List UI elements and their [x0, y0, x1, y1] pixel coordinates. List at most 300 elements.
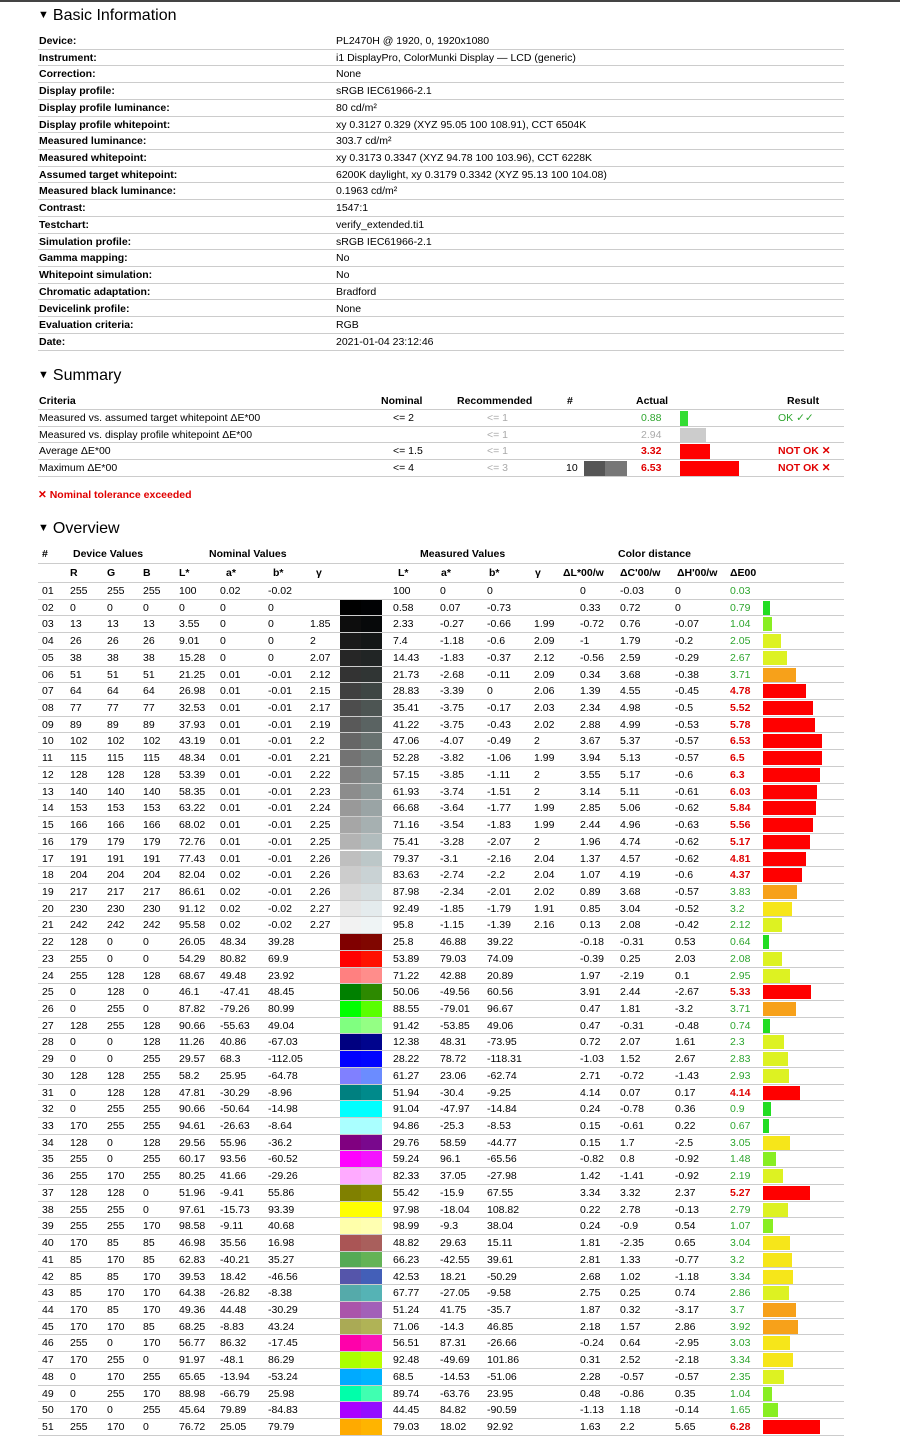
overview-cell: 204 — [107, 869, 125, 882]
overview-cell: 2.03 — [534, 702, 555, 715]
overview-cell: 55.86 — [268, 1186, 295, 1199]
overview-cell: -2.19 — [620, 969, 644, 982]
overview-cell: -2.07 — [487, 835, 511, 848]
overview-subheader: ΔC'00/w — [620, 567, 661, 579]
overview-cell: 2.19 — [310, 718, 331, 731]
overview-cell: 60.56 — [487, 986, 514, 999]
overview-cell: -0.31 — [620, 1019, 644, 1032]
overview-cell: 170 — [107, 1320, 125, 1333]
measured-swatch — [361, 733, 382, 749]
overview-row — [38, 1335, 844, 1352]
overview-cell: 3.2 — [730, 902, 745, 915]
overview-cell: 19 — [42, 885, 54, 898]
overview-cell: 2.06 — [534, 685, 555, 698]
overview-row — [38, 917, 844, 934]
overview-cell: -50.29 — [487, 1270, 517, 1283]
delta-e-bar — [763, 1253, 792, 1267]
overview-cell: -1.43 — [675, 1069, 699, 1082]
overview-cell: 3.55 — [580, 768, 601, 781]
overview-cell: 67.77 — [393, 1287, 420, 1300]
basic-info-row — [38, 334, 844, 351]
overview-cell: 43.24 — [268, 1320, 295, 1333]
delta-e-bar — [763, 1303, 796, 1317]
overview-cell: 49 — [42, 1387, 54, 1400]
overview-cell: 1.97 — [580, 969, 601, 982]
overview-row — [38, 1352, 844, 1369]
overview-cell: 2.23 — [310, 785, 331, 798]
overview-cell: 170 — [143, 1337, 161, 1350]
overview-subheader: L* — [398, 567, 409, 579]
measured-swatch — [361, 1018, 382, 1034]
measured-swatch — [361, 583, 382, 599]
overview-cell: -0.62 — [675, 852, 699, 865]
overview-cell: 2.12 — [534, 651, 555, 664]
overview-cell: 4.96 — [620, 819, 641, 832]
overview-cell: -1.77 — [487, 802, 511, 815]
overview-cell: -3.75 — [440, 702, 464, 715]
overview-cell: 93.39 — [268, 1203, 295, 1216]
overview-cell: 255 — [107, 1354, 125, 1367]
overview-cell: 92.49 — [393, 902, 420, 915]
nominal-swatch — [340, 616, 361, 632]
delta-e-bar — [763, 1320, 798, 1334]
overview-cell: 2 — [534, 768, 540, 781]
overview-cell: 35.56 — [220, 1237, 247, 1250]
overview-cell: 5.78 — [730, 718, 751, 731]
overview-cell: 1.99 — [534, 802, 555, 815]
overview-cell: -0.5 — [675, 702, 694, 715]
overview-cell: 25.95 — [220, 1069, 247, 1082]
overview-cell: 89 — [70, 718, 82, 731]
overview-cell: 0 — [179, 601, 185, 614]
overview-cell: -0.01 — [268, 802, 292, 815]
overview-cell: 3.34 — [580, 1186, 601, 1199]
overview-cell: 0 — [220, 601, 226, 614]
summary-actual: 2.94 — [641, 428, 662, 441]
delta-e-bar — [763, 1353, 793, 1367]
nominal-swatch — [340, 700, 361, 716]
overview-cell: 52.28 — [393, 752, 420, 765]
delta-e-bar — [763, 668, 796, 682]
basic-info-row — [38, 66, 844, 83]
overview-row — [38, 1034, 844, 1051]
overview-cell: 79.89 — [220, 1404, 247, 1417]
delta-e-bar — [763, 701, 813, 715]
overview-cell: -2.67 — [675, 986, 699, 999]
overview-cell: -49.69 — [440, 1354, 470, 1367]
basic-info-value: verify_extended.ti1 — [336, 218, 425, 231]
overview-cell: 0.13 — [580, 919, 601, 932]
overview-cell: 0.17 — [675, 1086, 696, 1099]
overview-cell: 2.28 — [580, 1370, 601, 1383]
overview-cell: 255 — [70, 1337, 88, 1350]
overview-cell: 170 — [143, 1387, 161, 1400]
overview-cell: 0.76 — [620, 618, 641, 631]
nominal-swatch — [340, 834, 361, 850]
overview-cell: 255 — [70, 969, 88, 982]
nominal-swatch — [340, 1252, 361, 1268]
summary-actual-bar — [680, 444, 710, 459]
overview-cell: 0 — [268, 618, 274, 631]
overview-cell: 38 — [107, 651, 119, 664]
measured-swatch — [361, 1235, 382, 1251]
overview-cell: 88.55 — [393, 1003, 420, 1015]
overview-cell: 51 — [143, 668, 155, 681]
group-index: # — [42, 548, 48, 560]
overview-cell: 38 — [42, 1203, 54, 1216]
basic-info-row — [38, 50, 844, 67]
measured-swatch — [361, 633, 382, 649]
overview-cell: 3.32 — [620, 1186, 641, 1199]
delta-e-bar — [763, 918, 782, 932]
overview-cell: 78.72 — [440, 1053, 467, 1066]
measured-swatch — [361, 600, 382, 616]
overview-cell: 3.04 — [730, 1237, 751, 1250]
overview-cell: 0.01 — [220, 835, 241, 848]
overview-cell: 0 — [143, 936, 149, 949]
overview-subheader: b* — [489, 567, 500, 579]
basic-info-value: sRGB IEC61966-2.1 — [336, 235, 432, 248]
overview-cell: 90.66 — [179, 1019, 206, 1032]
overview-cell: -60.52 — [268, 1153, 298, 1166]
overview-cell: 48.31 — [440, 1036, 467, 1049]
nominal-swatch — [340, 1302, 361, 1318]
overview-cell: 87.31 — [440, 1337, 467, 1350]
overview-cell: -0.38 — [675, 668, 699, 681]
overview-cell: 2.24 — [310, 802, 331, 815]
overview-cell: -51.06 — [487, 1370, 517, 1383]
measured-swatch — [361, 767, 382, 783]
overview-cell: 0 — [107, 1036, 113, 1049]
overview-cell: 1.99 — [534, 618, 555, 631]
overview-cell: 0 — [268, 601, 274, 614]
overview-cell: 3.04 — [620, 902, 641, 915]
measured-swatch — [361, 984, 382, 1000]
overview-cell: 4.99 — [620, 718, 641, 731]
overview-cell: 255 — [107, 1387, 125, 1400]
overview-cell: 89 — [143, 718, 155, 731]
nominal-swatch — [340, 901, 361, 917]
overview-cell: 6.3 — [730, 768, 745, 781]
overview-cell: 41.66 — [220, 1170, 247, 1183]
overview-cell: 48 — [42, 1370, 54, 1383]
overview-cell: 140 — [107, 785, 125, 798]
delta-e-bar — [763, 885, 797, 899]
overview-cell: 85 — [143, 1320, 155, 1333]
overview-row — [38, 683, 844, 700]
measured-swatch — [361, 1302, 382, 1318]
overview-cell: 10 — [42, 735, 54, 748]
overview-cell: -15.73 — [220, 1203, 250, 1216]
summary-actual: 3.32 — [641, 445, 662, 458]
overview-cell: 20 — [42, 902, 54, 915]
overview-cell: 0.02 — [220, 885, 241, 898]
overview-cell: 5.06 — [620, 802, 641, 815]
nominal-swatch — [340, 1085, 361, 1101]
overview-cell: 1.99 — [534, 752, 555, 765]
overview-cell: 0.01 — [220, 702, 241, 715]
overview-cell: 2.17 — [310, 702, 331, 715]
overview-subheader: γ — [316, 567, 322, 579]
overview-row — [38, 700, 844, 717]
overview-cell: 2.27 — [310, 902, 331, 915]
overview-cell: 0 — [107, 936, 113, 949]
overview-cell: 23.06 — [440, 1069, 467, 1082]
overview-cell: -0.78 — [620, 1103, 644, 1116]
basic-info-value: 80 cd/m² — [336, 101, 377, 114]
overview-cell: -66.79 — [220, 1387, 250, 1400]
overview-cell: 29 — [42, 1053, 54, 1066]
overview-cell: 2.07 — [620, 1036, 641, 1049]
overview-row — [38, 1068, 844, 1085]
overview-cell: -0.01 — [268, 869, 292, 882]
overview-cell: 68.5 — [393, 1370, 414, 1383]
overview-cell: -3.54 — [440, 819, 464, 832]
overview-cell: -0.17 — [487, 702, 511, 715]
basic-info-label: Device: — [39, 35, 77, 47]
overview-row — [38, 1235, 844, 1252]
overview-cell: 101.86 — [487, 1354, 520, 1367]
summary-divider — [38, 409, 844, 410]
overview-cell: 40 — [42, 1237, 54, 1250]
overview-cell: 3.71 — [730, 668, 751, 681]
overview-cell: 0.31 — [580, 1354, 601, 1367]
overview-cell: 3.71 — [730, 1003, 751, 1015]
overview-cell: 46.1 — [179, 986, 200, 999]
overview-cell: 15 — [42, 819, 54, 832]
measured-swatch — [361, 851, 382, 867]
overview-cell: 29.63 — [440, 1237, 467, 1250]
overview-cell: 1.18 — [620, 1404, 641, 1417]
overview-cell: -1.18 — [440, 635, 464, 648]
overview-cell: 170 — [70, 1303, 88, 1316]
overview-cell: -0.62 — [675, 835, 699, 848]
overview-cell: 4.81 — [730, 852, 751, 865]
overview-cell: 30 — [42, 1069, 54, 1082]
overview-cell: 2 — [534, 785, 540, 798]
basic-info-label: Correction: — [39, 68, 96, 81]
overview-cell: 36 — [42, 1170, 54, 1183]
collapse-triangle-icon: ▼ — [38, 369, 49, 381]
overview-cell: 0.01 — [220, 752, 241, 765]
overview-cell: 0.24 — [580, 1103, 601, 1116]
basic-info-heading[interactable] — [38, 7, 177, 25]
overview-cell: 2.05 — [730, 635, 751, 648]
overview-cell: 5.27 — [730, 1186, 751, 1199]
overview-subheader: a* — [226, 567, 236, 579]
overview-cell: -53.85 — [440, 1019, 470, 1032]
overview-cell: -0.14 — [675, 1404, 699, 1417]
overview-cell: 0.07 — [440, 601, 461, 614]
measured-swatch — [361, 867, 382, 883]
overview-cell: 62.83 — [179, 1253, 206, 1266]
basic-info-label: Display profile whitepoint: — [39, 118, 171, 131]
measured-swatch — [361, 1185, 382, 1201]
overview-cell: -0.9 — [620, 1220, 639, 1233]
overview-cell: -2.35 — [620, 1237, 644, 1250]
overview-cell: 4.98 — [620, 702, 641, 715]
overview-cell: 0.65 — [675, 1237, 696, 1250]
overview-cell: 128 — [143, 1036, 161, 1049]
overview-cell: 4.57 — [620, 852, 641, 865]
overview-cell: 16 — [42, 835, 54, 848]
overview-cell: 42 — [42, 1270, 54, 1283]
overview-cell: 100 — [179, 585, 197, 597]
overview-cell: 68.02 — [179, 819, 206, 832]
overview-cell: -3.64 — [440, 802, 464, 815]
overview-cell: -0.43 — [487, 718, 511, 731]
overview-cell: -0.2 — [675, 635, 694, 648]
delta-e-bar — [763, 634, 781, 648]
overview-cell: 255 — [70, 952, 88, 965]
overview-cell: 1.37 — [580, 852, 601, 865]
overview-cell: 47.06 — [393, 735, 420, 748]
overview-cell: 5.56 — [730, 819, 751, 832]
basic-info-value: RGB — [336, 319, 359, 332]
overview-cell: -0.18 — [580, 936, 604, 949]
overview-cell: 3.68 — [620, 885, 641, 898]
overview-cell: 13 — [70, 618, 82, 631]
overview-cell: 0.74 — [730, 1019, 751, 1032]
overview-cell: 3.7 — [730, 1303, 745, 1316]
basic-info-row — [38, 33, 844, 50]
overview-cell: 128 — [143, 1019, 161, 1032]
overview-cell: 2.27 — [310, 919, 331, 932]
overview-cell: 230 — [70, 902, 88, 915]
summary-heading[interactable] — [38, 367, 121, 385]
overview-cell: 49.06 — [487, 1019, 514, 1032]
overview-cell: 2.78 — [620, 1203, 641, 1216]
overview-cell: 128 — [107, 768, 125, 781]
overview-cell: 13 — [143, 618, 155, 631]
measured-swatch — [361, 1419, 382, 1435]
overview-cell: 46 — [42, 1337, 54, 1350]
overview-cell: 13 — [42, 785, 54, 798]
overview-cell: 39.53 — [179, 1270, 206, 1283]
overview-cell: 4.55 — [620, 685, 641, 698]
overview-cell: -3.1 — [440, 852, 459, 865]
summary-recommended: <= 1 — [487, 428, 509, 441]
overview-cell: -8.83 — [220, 1320, 244, 1333]
overview-cell: 83.63 — [393, 869, 420, 882]
overview-cell: 0.01 — [220, 852, 241, 865]
delta-e-bar — [763, 1186, 810, 1200]
overview-cell: 22 — [42, 936, 54, 949]
overview-cell: -1.15 — [440, 919, 464, 932]
basic-info-row — [38, 133, 844, 150]
overview-cell: 255 — [107, 1203, 125, 1216]
overview-cell: 0 — [70, 1086, 76, 1099]
summary-criteria: Average ΔE*00 — [39, 445, 111, 458]
overview-cell: 0 — [70, 601, 76, 614]
overview-cell: 5.17 — [730, 835, 751, 848]
overview-cell: 49.48 — [220, 969, 247, 982]
nominal-swatch — [340, 1168, 361, 1184]
overview-cell: 170 — [143, 1270, 161, 1283]
overview-cell: 0.47 — [580, 1003, 601, 1015]
basic-info-label: Display profile: — [39, 85, 115, 98]
overview-cell: 34 — [42, 1136, 54, 1149]
measured-swatch — [361, 917, 382, 933]
overview-cell: 0.01 — [220, 685, 241, 698]
overview-cell: -14.84 — [487, 1103, 517, 1116]
measured-swatch — [361, 784, 382, 800]
nominal-swatch — [340, 968, 361, 984]
overview-cell: -63.76 — [440, 1387, 470, 1400]
overview-cell: 0 — [220, 618, 226, 631]
overview-cell: 179 — [70, 835, 88, 848]
overview-cell: 46.98 — [179, 1237, 206, 1250]
overview-cell: 12 — [42, 768, 54, 781]
overview-cell: 2.18 — [580, 1320, 601, 1333]
overview-cell: -0.61 — [620, 1120, 644, 1133]
overview-cell: 49.04 — [268, 1019, 295, 1032]
overview-cell: 17 — [42, 852, 54, 865]
overview-cell: 85 — [70, 1270, 82, 1283]
overview-cell: 102 — [143, 735, 161, 748]
summary-col-count: # — [567, 395, 573, 407]
delta-e-bar — [763, 1035, 784, 1049]
overview-cell: -25.3 — [440, 1120, 464, 1133]
overview-cell: 1.33 — [620, 1253, 641, 1266]
overview-cell: 191 — [107, 852, 125, 865]
overview-cell: -0.02 — [268, 919, 292, 932]
overview-cell: -0.42 — [675, 919, 699, 932]
overview-cell: 0 — [70, 986, 76, 999]
overview-cell: 38 — [143, 651, 155, 664]
basic-info-row — [38, 83, 844, 100]
overview-cell: 170 — [143, 1287, 161, 1300]
overview-cell: 0.01 — [220, 718, 241, 731]
overview-cell: -0.45 — [675, 685, 699, 698]
overview-cell: 0 — [143, 601, 149, 614]
overview-cell: 51 — [70, 668, 82, 681]
nominal-swatch — [340, 1034, 361, 1050]
overview-cell: 128 — [107, 1186, 125, 1199]
overview-cell: 2.08 — [620, 919, 641, 932]
overview-cell: -0.48 — [675, 1019, 699, 1032]
overview-cell: 88.98 — [179, 1387, 206, 1400]
overview-row — [38, 851, 844, 868]
overview-cell: 64 — [70, 685, 82, 698]
overview-cell: 14 — [42, 802, 54, 815]
overview-cell: -0.13 — [675, 1203, 699, 1216]
basic-info-row — [38, 317, 844, 334]
overview-cell: 0 — [107, 1337, 113, 1350]
overview-subheader: R — [70, 567, 78, 579]
overview-cell: 255 — [143, 585, 161, 597]
overview-cell: 2.21 — [310, 752, 331, 765]
overview-cell: 86.32 — [220, 1337, 247, 1350]
overview-cell: 4.14 — [580, 1086, 601, 1099]
overview-cell: -15.9 — [440, 1186, 464, 1199]
overview-cell: 40.68 — [268, 1220, 295, 1233]
overview-cell: 97.98 — [393, 1203, 420, 1216]
overview-cell: -0.01 — [268, 702, 292, 715]
overview-cell: 2.09 — [534, 668, 555, 681]
overview-cell: 191 — [70, 852, 88, 865]
overview-cell: -3.85 — [440, 768, 464, 781]
overview-cell: 2.02 — [534, 718, 555, 731]
overview-cell: 49.36 — [179, 1303, 206, 1316]
overview-cell: 18.02 — [440, 1421, 467, 1433]
overview-cell: -14.98 — [268, 1103, 298, 1116]
overview-cell: 128 — [143, 1086, 161, 1099]
overview-heading[interactable] — [38, 520, 120, 538]
overview-cell: 255 — [143, 1170, 161, 1183]
overview-cell: 77 — [107, 702, 119, 715]
overview-cell: 0 — [70, 1036, 76, 1049]
